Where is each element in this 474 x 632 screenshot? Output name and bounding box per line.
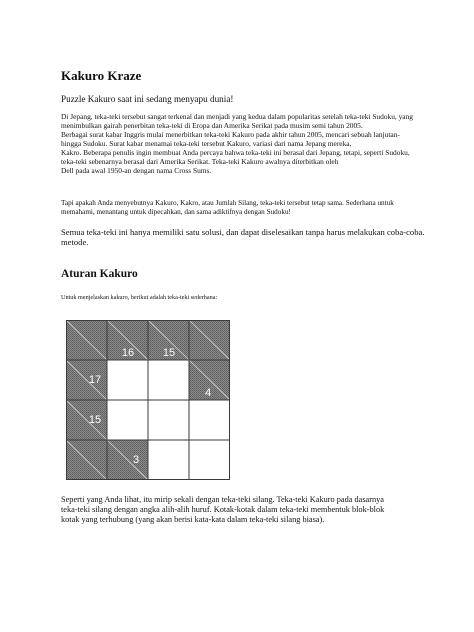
empty-cell[interactable]	[148, 400, 189, 440]
paragraph-line: metode.	[61, 237, 89, 248]
paragraph-line: menimbulkan gairah penerbitan teka-teki di Eropa dan Amerika Serikat pada musim semi tahun 2005.	[61, 121, 363, 131]
empty-cell[interactable]	[107, 360, 148, 400]
paragraph-line: hingga Sudoku. Surat kabar menamai teka-teki tersebut Kakuro, variasi dari nama Jepang mereka,	[61, 139, 352, 149]
clue-cell-across-17	[66, 360, 107, 400]
rules-intro: Untuk menjelaskan kakuro, berikut adalah teka-teki sederhana:	[61, 294, 218, 301]
paragraph-line: teka-teki sebenarnya berasal dari Amerika Serikat. Teka-teki Kakuro awalnya diterbitkan oleh	[61, 157, 339, 167]
clue-number: 4	[204, 387, 212, 399]
paragraph-naming	[61, 199, 421, 217]
kakuro-grid-svg	[66, 320, 270, 480]
paragraph-line: Di Jepang, teka-teki tersebut sangat terkenal dan menjadi yang kedua dalam popularitas setelah teka-teki Sudoku, yang	[61, 112, 413, 121]
clue-cell-down-4	[189, 360, 230, 400]
paragraph-line: Berbagai surat kabar Inggris mulai menerbitkan teka-teki Kakuro pada akhir tahun 2005, mencari sebuah lanjutan-	[61, 130, 400, 140]
clue-number: 3	[132, 454, 140, 466]
lead-sentence: Puzzle Kakuro saat ini sedang menyapu dunia!	[61, 94, 234, 104]
clue-cell-down-15	[148, 320, 189, 360]
section-title: Aturan Kakuro	[61, 268, 138, 280]
block-cell	[66, 320, 107, 360]
empty-cell[interactable]	[189, 400, 230, 440]
block-cell	[66, 440, 107, 480]
clue-number: 15	[162, 347, 176, 359]
clue-cell-across-15	[66, 400, 107, 440]
paragraph-line: kotak yang terhubung (yang akan berisi kata-kata dalam teka-teki silang biasa).	[61, 515, 325, 525]
paragraph-explanation	[61, 495, 421, 525]
page-title: Kakuro Kraze	[61, 68, 142, 83]
empty-cell[interactable]	[107, 400, 148, 440]
paragraph-line: Semua teka-teki ini hanya memiliki satu solusi, dan dapat diselesaikan tanpa harus melakukan coba-coba.	[61, 227, 425, 237]
paragraph-line: Tapi apakah Anda menyebutnya Kakuro, Kakro, atau Jumlah Silang, teka-teki tersebut tetap sama. Sederhana untuk	[61, 199, 394, 207]
clue-cell-across-3	[107, 440, 148, 480]
empty-cell[interactable]	[148, 360, 189, 400]
empty-cell[interactable]	[189, 440, 230, 480]
clue-cell-down-16	[107, 320, 148, 360]
clue-number: 15	[88, 414, 102, 426]
kakuro-puzzle-grid	[66, 320, 270, 480]
paragraph-line: Kakro. Beberapa penulis ingin membuat Anda percaya bahwa teka-teki ini berasal dari Jepang, tetapi, seperti Sudoku,	[61, 148, 410, 158]
paragraph-line: teka-teki silang dengan angka alih-alih huruf. Kotak-kotak dalam teka-teki membentuk blok-blok	[61, 505, 385, 515]
block-cell	[189, 320, 230, 360]
paragraph-line: memahami, menantang untuk dipecahkan, dan sama adiktifnya dengan Sudoku!	[61, 207, 291, 216]
clue-number: 17	[88, 374, 102, 386]
paragraph-solution	[61, 227, 425, 248]
empty-cell[interactable]	[148, 440, 189, 480]
clue-number: 16	[121, 347, 135, 359]
paragraph-line: Seperti yang Anda lihat, itu mirip sekali dengan teka-teki silang. Teka-teki Kakuro pada dasarnya	[61, 495, 384, 504]
paragraph-line: Dell pada awal 1950-an dengan nama Cross Sums.	[61, 166, 212, 176]
paragraph-history	[61, 112, 421, 175]
